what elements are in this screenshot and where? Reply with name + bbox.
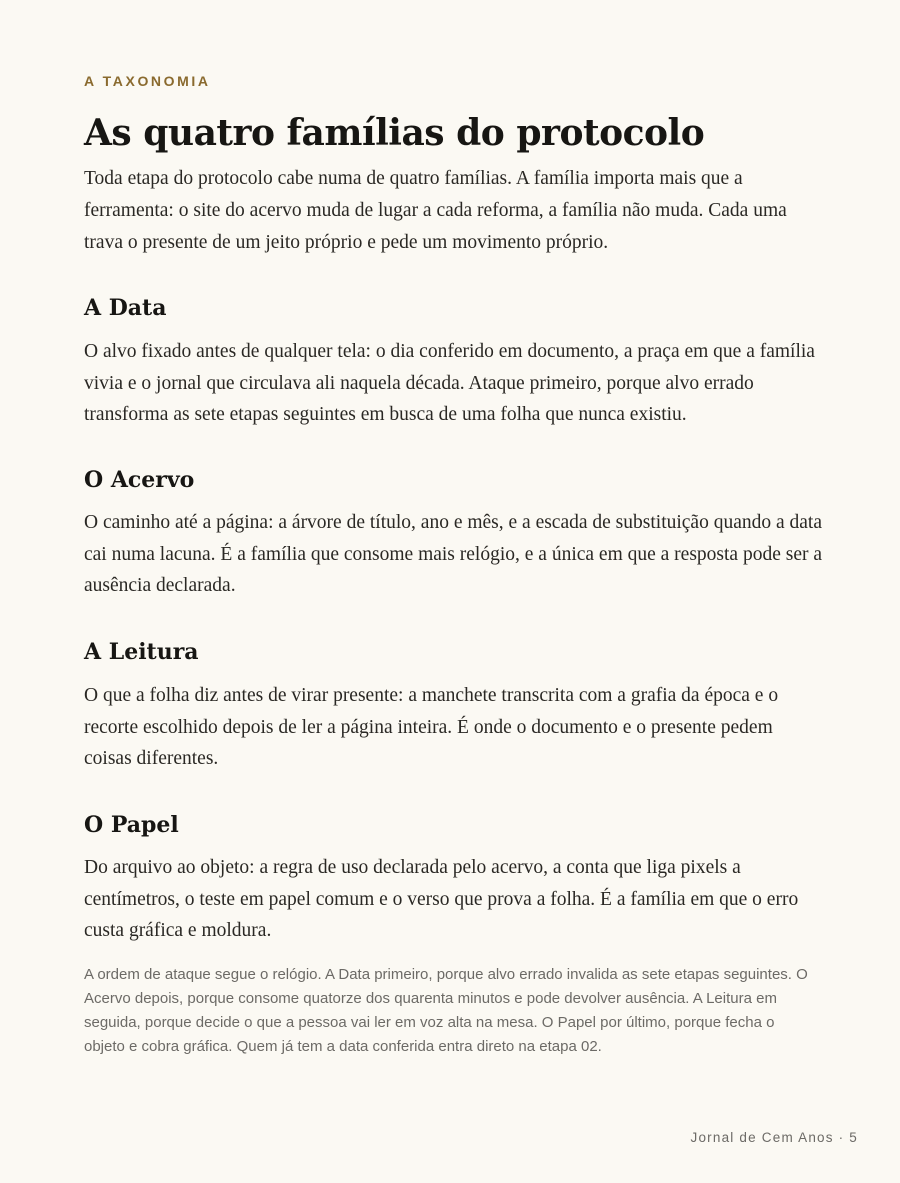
family-heading-papel: O Papel <box>84 812 179 838</box>
family-heading-acervo: O Acervo <box>84 467 195 493</box>
family-body-papel: Do arquivo ao objeto: a regra de uso declarada pelo acervo, a conta que liga pixels a centímetros, o teste em papel comum e o verso que prova a folha. É a família em que o erro custa gráfica e moldura. <box>84 857 799 941</box>
lead-paragraph: Toda etapa do protocolo cabe numa de quatro famílias. A família importa mais que a ferramenta: o site do acervo muda de lugar a cada reforma, a família não muda. Cada uma trava o presente de um jeito próprio e pede um movimento próprio. <box>84 168 787 253</box>
family-heading-leitura: A Leitura <box>84 639 199 665</box>
section-kicker: A TAXONOMIA <box>84 73 211 89</box>
family-body-leitura: O que a folha diz antes de virar presente: a manchete transcrita com a grafia da época e o recorte escolhido depois de ler a página inteira. É onde o documento e o presente pedem coisas diferentes. <box>84 685 779 769</box>
page-footer: Jornal de Cem Anos · 5 <box>690 1130 858 1145</box>
family-heading-data: A Data <box>84 295 167 321</box>
page-title: As quatro famílias do protocolo <box>84 112 705 154</box>
order-note: A ordem de ataque segue o relógio. A Data primeiro, porque alvo errado invalida as sete etapas seguintes. O Acervo depois, porque consome quatorze dos quarenta minutos e pode devolver ausência. A Leitura em seguida, porque decide o que a pessoa vai ler em voz alta na mesa. O Papel por último, porque fecha o objeto e cobra gráfica. Quem já tem a data conferida entra direto na etapa 02. <box>84 966 808 1055</box>
family-body-acervo: O caminho até a página: a árvore de título, ano e mês, e a escada de substituição quando a data cai numa lacuna. É a família que consome mais relógio, e a única em que a resposta pode ser a ausência declarada. <box>84 512 823 596</box>
family-body-data: O alvo fixado antes de qualquer tela: o dia conferido em documento, a praça em que a família vivia e o jornal que circulava ali naquela década. Ataque primeiro, porque alvo errado transforma as sete etapas seguintes em busca de uma folha que nunca existiu. <box>84 341 815 425</box>
